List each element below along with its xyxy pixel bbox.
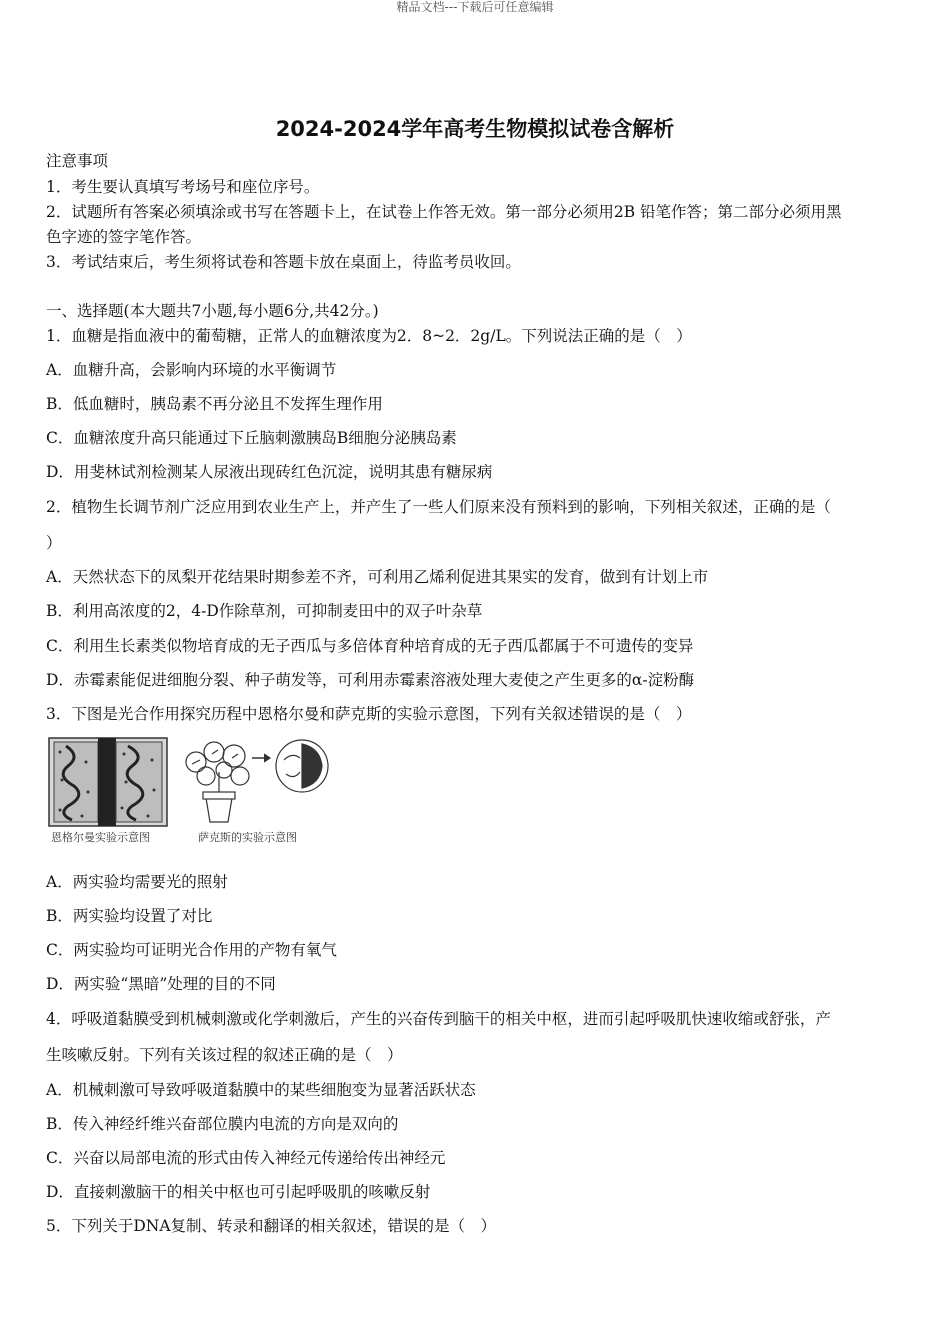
option-b: B．两实验均设置了对比 <box>46 907 213 925</box>
option-c: C．两实验均可证明光合作用的产物有氧气 <box>46 941 337 959</box>
notice-item: 1．考生要认真填写考场号和座位序号。 <box>46 178 320 196</box>
option-d: D．直接刺激脑干的相关中枢也可引起呼吸肌的咳嗽反射 <box>46 1183 431 1201</box>
figure-caption-engelmann: 恩格尔曼实验示意图 <box>51 831 150 844</box>
notice-heading: 注意事项 <box>46 152 109 170</box>
engelmann-diagram <box>49 738 167 826</box>
option-c: C．血糖浓度升高只能通过下丘脑刺激胰岛B细胞分泌胰岛素 <box>46 429 457 447</box>
option-a: A．两实验均需要光的照射 <box>46 873 228 891</box>
question-stem: 5．下列关于DNA复制、转录和翻译的相关叙述，错误的是（ ） <box>46 1217 497 1235</box>
option-b: B．利用高浓度的2，4-D作除草剂，可抑制麦田中的双子叶杂草 <box>46 602 483 620</box>
option-d: D．赤霉素能促进细胞分裂、种子萌发等，可利用赤霉素溶液处理大麦使之产生更多的α-淀粉酶 <box>46 671 695 689</box>
experiment-figure <box>46 736 336 848</box>
option-b: B．低血糖时，胰岛素不再分泌且不发挥生理作用 <box>46 395 383 413</box>
option-c: C．利用生长素类似物培育成的无子西瓜与多倍体育种培育成的无子西瓜都属于不可遗传的变异 <box>46 637 694 655</box>
question-stem: 2．植物生长调节剂广泛应用到农业生产上，并产生了一些人们原来没有预料到的影响，下列相关叙述，正确的是（ <box>46 498 831 516</box>
option-a: A．机械刺激可导致呼吸道黏膜中的某些细胞变为显著活跃状态 <box>46 1081 476 1099</box>
page-title: 2024-2024学年高考生物模拟试卷含解析 <box>275 117 675 141</box>
notice-item: 色字迹的签字笔作答。 <box>46 228 202 246</box>
option-a: A．血糖升高，会影响内环境的水平衡调节 <box>46 361 337 379</box>
option-c: C．兴奋以局部电流的形式由传入神经元传递给传出神经元 <box>46 1149 446 1167</box>
question-stem: 3．下图是光合作用探究历程中恩格尔曼和萨克斯的实验示意图，下列有关叙述错误的是（ ） <box>46 705 692 723</box>
question-stem-cont: ） <box>46 534 62 552</box>
notice-item: 3．考试结束后，考生须将试卷和答题卡放在桌面上，待监考员收回。 <box>46 253 521 271</box>
notice-item: 2．试题所有答案必须填涂或书写在答题卡上，在试卷上作答无效。第一部分必须用2B 铅笔作答；第二部分必须用黑 <box>46 203 842 221</box>
option-b: B．传入神经纤维兴奋部位膜内电流的方向是双向的 <box>46 1115 399 1133</box>
question-stem: 4．呼吸道黏膜受到机械刺激或化学刺激后，产生的兴奋传到脑干的相关中枢，进而引起呼吸肌快速收缩或舒张，产 <box>46 1010 831 1028</box>
option-d: D．用斐林试剂检测某人尿液出现砖红色沉淀，说明其患有糖尿病 <box>46 463 493 481</box>
header-note: 精品文档---下载后可任意编辑 <box>396 0 554 14</box>
section-heading: 一、选择题(本大题共7小题,每小题6分,共42分。) <box>46 302 379 320</box>
question-stem: 1．血糖是指血液中的葡萄糖，正常人的血糖浓度为2．8~2．2g/L。下列说法正确的是（ ） <box>46 327 692 345</box>
option-a: A．天然状态下的凤梨开花结果时期参差不齐，可利用乙烯利促进其果实的发育，做到有计划上市 <box>46 568 709 586</box>
question-stem-cont: 生咳嗽反射。下列有关该过程的叙述正确的是（ ） <box>46 1046 403 1064</box>
experiment-illustration <box>46 736 336 848</box>
sachs-diagram <box>186 740 328 822</box>
option-d: D．两实验“黑暗”处理的目的不同 <box>46 975 276 993</box>
figure-caption-sachs: 萨克斯的实验示意图 <box>198 831 297 844</box>
